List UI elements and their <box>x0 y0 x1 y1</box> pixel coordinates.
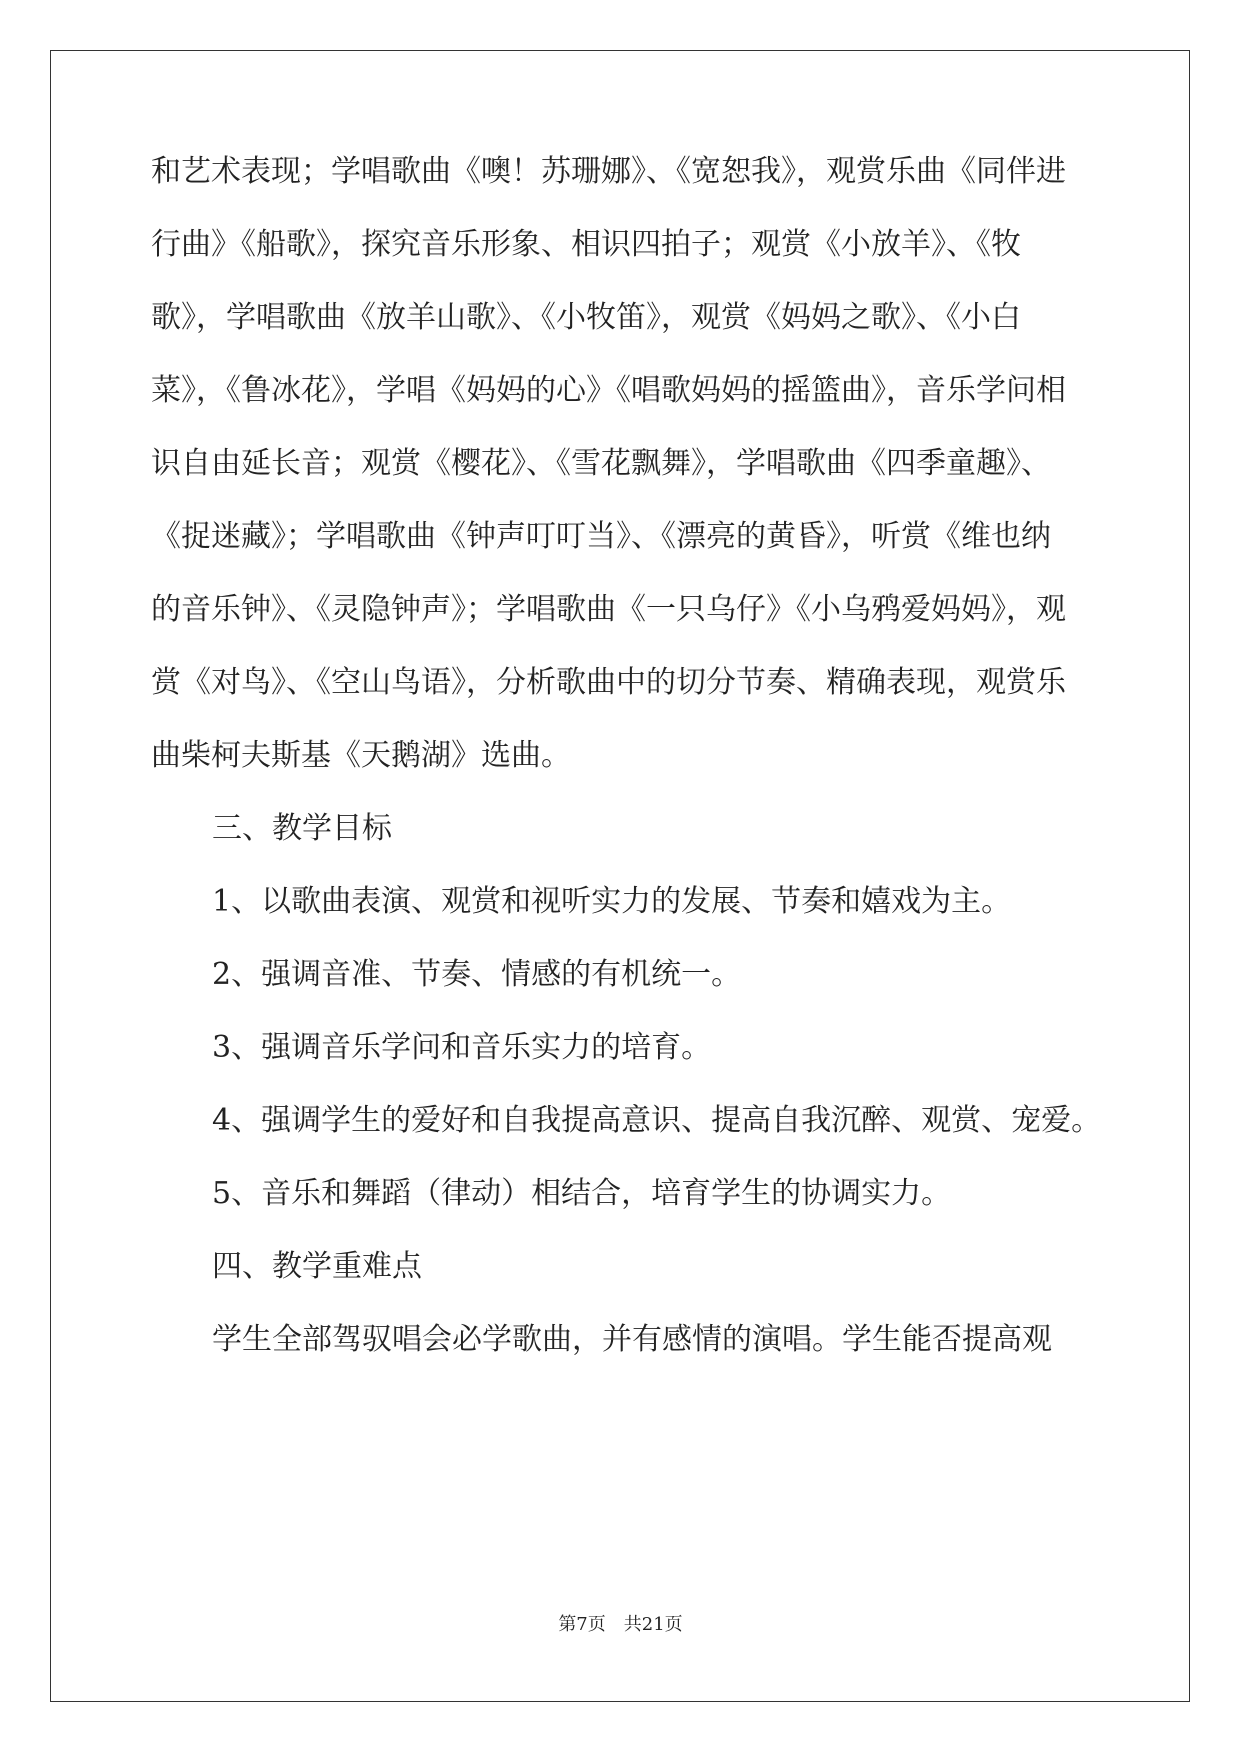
text-line: 曲柴柯夫斯基《天鹅湖》选曲。 <box>151 738 571 773</box>
list-item: 5、音乐和舞蹈（律动）相结合，培育学生的协调实力。 <box>212 1176 952 1211</box>
list-item: 4、强调学生的爱好和自我提高意识、提高自我沉醉、观赏、宠爱。 <box>212 1103 1102 1138</box>
text-line: 和艺术表现；学唱歌曲《噢！苏珊娜》、《宽恕我》，观赏乐曲《同伴进 <box>151 154 1066 189</box>
text-line: 《捉迷藏》；学唱歌曲《钟声叮叮当》、《漂亮的黄昏》，听赏《维也纳 <box>151 519 1051 554</box>
text-line: 赏《对鸟》、《空山鸟语》，分析歌曲中的切分节奏、精确表现，观赏乐 <box>151 665 1066 700</box>
page-number: 第7页 共21页 <box>558 1614 683 1635</box>
text-line: 的音乐钟》、《灵隐钟声》；学唱歌曲《一只乌仔》《小乌鸦爱妈妈》，观 <box>151 592 1066 627</box>
text-line: 学生全部驾驭唱会必学歌曲，并有感情的演唱。学生能否提高观 <box>212 1322 1052 1357</box>
text-line: 歌》，学唱歌曲《放羊山歌》、《小牧笛》，观赏《妈妈之歌》、《小白 <box>151 300 1021 335</box>
text-line: 行曲》《船歌》，探究音乐形象、相识四拍子；观赏《小放羊》、《牧 <box>151 227 1021 262</box>
list-item: 1、以歌曲表演、观赏和视听实力的发展、节奏和嬉戏为主。 <box>212 884 1012 919</box>
section-heading: 三、教学目标 <box>212 811 392 846</box>
text-line: 识自由延长音；观赏《樱花》、《雪花飘舞》，学唱歌曲《四季童趣》、 <box>151 446 1051 481</box>
list-item: 2、强调音准、节奏、情感的有机统一。 <box>212 957 742 992</box>
section-heading: 四、教学重难点 <box>212 1249 422 1284</box>
list-item: 3、强调音乐学问和音乐实力的培育。 <box>212 1030 712 1065</box>
text-line: 菜》，《鲁冰花》，学唱《妈妈的心》《唱歌妈妈的摇篮曲》，音乐学问相 <box>151 373 1066 408</box>
